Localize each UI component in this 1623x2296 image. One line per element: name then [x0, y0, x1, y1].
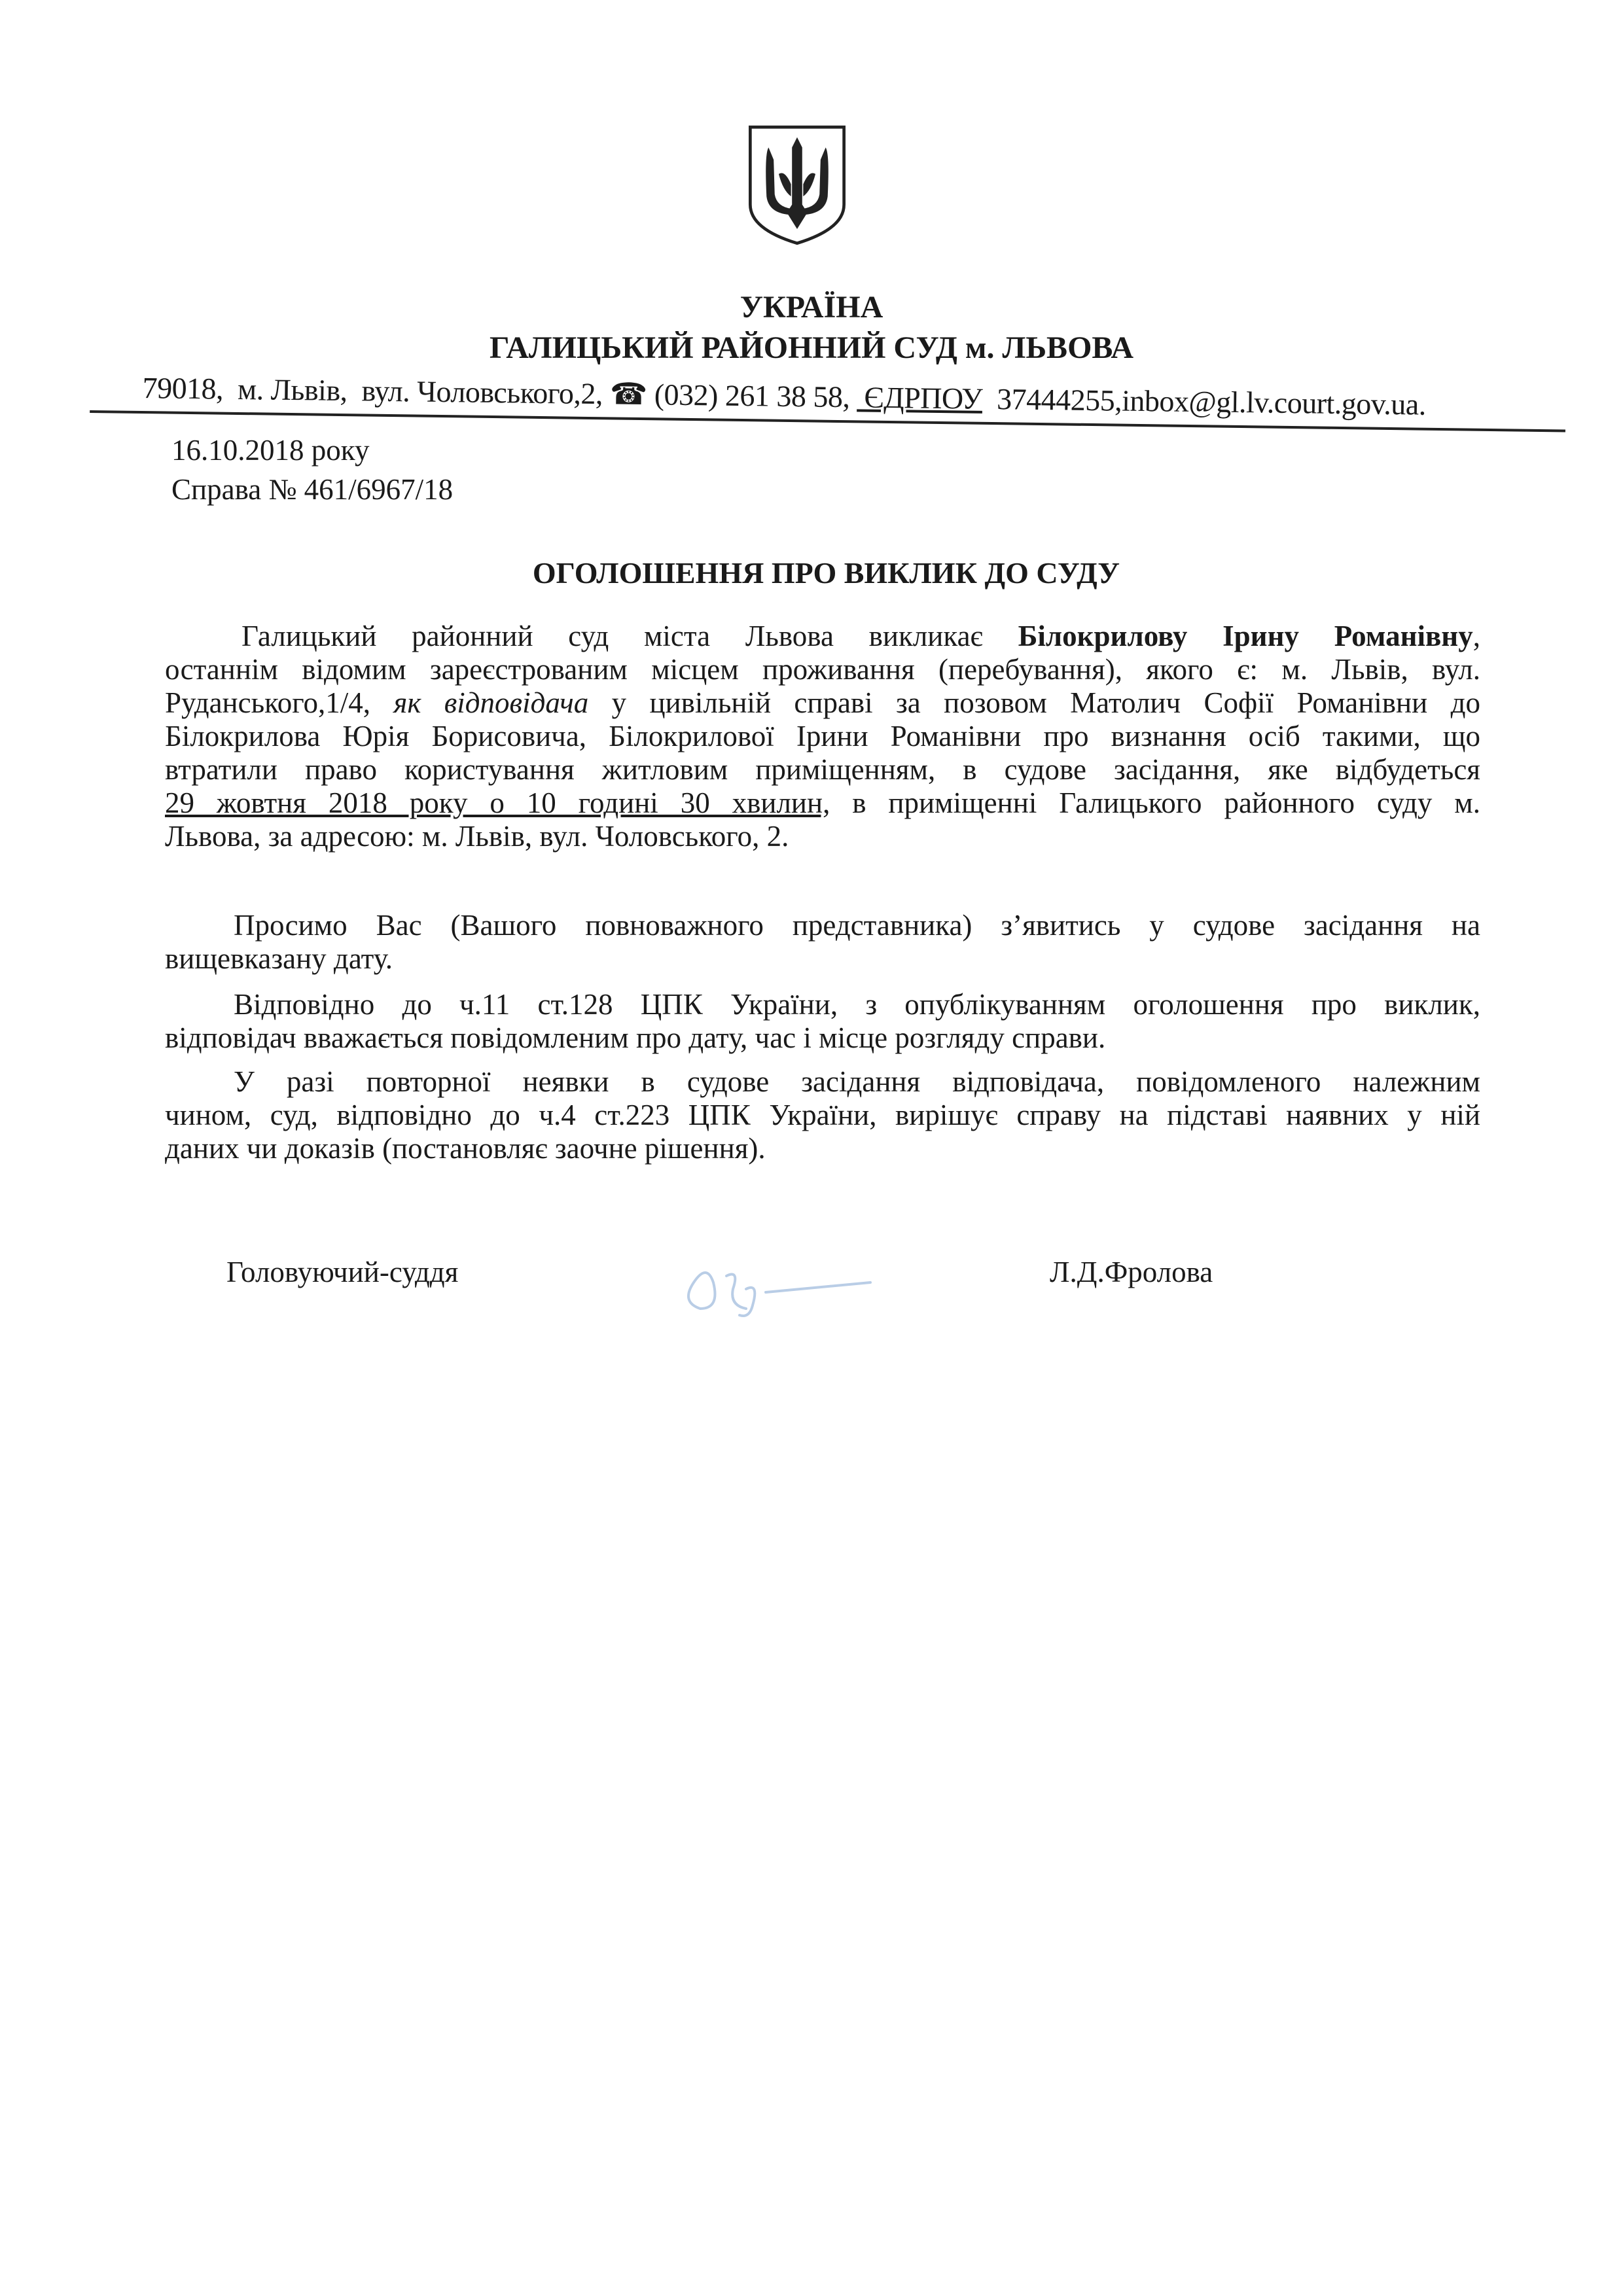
text-segment: Руданського,1/4, — [165, 686, 394, 719]
phone-icon: ☎ — [609, 377, 648, 412]
text-segment: вищевказану дату. — [165, 942, 393, 975]
case-number: Справа № 461/6967/18 — [171, 473, 454, 506]
text-line — [165, 988, 1480, 1021]
text-segment: даних чи доказів (постановляє заочне рішення). — [165, 1132, 766, 1165]
text-line — [165, 620, 1480, 653]
paragraph-consequence — [165, 1065, 1480, 1165]
text-line — [165, 786, 1480, 820]
text-segment: втратили право користування житловим приміщенням, в судове засідання, яке відбудеться — [165, 753, 1480, 786]
text-line — [165, 942, 1480, 976]
text-segment: Відповідно до ч.11 ст.128 ЦПК України, з опублікуванням оголошення про виклик, — [234, 988, 1480, 1021]
text-segment: Просимо Вас (Вашого повноважного представника) з’явитись у судове засідання на — [234, 909, 1480, 942]
ukraine-coat-of-arms-icon — [746, 123, 848, 247]
paragraph-request — [165, 909, 1480, 976]
paragraph-summons — [165, 620, 1480, 853]
edrpou-and-email: 37444255,inbox@gl.lv.court.gov.ua. — [982, 381, 1427, 421]
handwritten-signature — [668, 1243, 883, 1328]
text-segment: в приміщенні Галицького районного суду м. — [830, 786, 1480, 819]
text-segment: У разі повторної неявки в судове засідання відповідача, повідомленого належним — [234, 1065, 1480, 1098]
text-line — [165, 653, 1480, 686]
court-contact-line — [90, 370, 1566, 442]
judge-name: Л.Д.Фролова — [1050, 1256, 1213, 1288]
italic-text: як відповідача — [393, 686, 589, 719]
text-segment: Львова, за адресою: м. Львів, вул. Чоловського, 2. — [165, 820, 789, 853]
document-title: ОГОЛОШЕННЯ ПРО ВИКЛИК ДО СУДУ — [532, 556, 1120, 590]
text-segment: Галицький районний суд міста Львова викликає — [241, 620, 1018, 652]
court-phone: (032) 261 38 58, — [647, 378, 857, 414]
country-heading: УКРАЇНА — [740, 290, 883, 325]
edrpou-label: ЄДРПОУ — [857, 380, 983, 415]
paragraph-notice — [165, 988, 1480, 1055]
text-line — [165, 686, 1480, 720]
text-line — [165, 753, 1480, 786]
text-segment: чином, суд, відповідно до ч.4 ст.223 ЦПК України, вирішує справу на підставі наявних у ній — [165, 1099, 1480, 1131]
underlined-text: 29 жовтня 2018 року о 10 годині 30 хвилин, — [165, 786, 830, 819]
text-line — [165, 909, 1480, 942]
text-line — [165, 1099, 1480, 1132]
text-segment: Білокрилова Юрія Борисовича, Білокрилової Ірини Романівни про визнання осіб такими, що — [165, 720, 1480, 752]
text-line — [165, 720, 1480, 753]
document-date: 16.10.2018 року — [171, 434, 370, 467]
court-heading: ГАЛИЦЬКИЙ РАЙОННИЙ СУД м. ЛЬВОВА — [489, 330, 1134, 365]
text-segment: останнім відомим зареєстрованим місцем проживання (перебування), якого є: м. Львів, вул. — [165, 653, 1480, 686]
text-line — [165, 1132, 1480, 1165]
text-line — [165, 1021, 1480, 1055]
text-segment: , — [1472, 620, 1480, 652]
court-address: 79018, м. Львів, вул. Чоловського,2, — [142, 371, 611, 411]
text-segment: у цивільній справі за позовом Матолич Софії Романівни до — [588, 686, 1480, 719]
text-line — [165, 1065, 1480, 1099]
text-segment: відповідач вважається повідомленим про дату, час і місце розгляду справи. — [165, 1021, 1106, 1054]
bold-text: Білокрилову Ірину Романівну — [1018, 620, 1473, 652]
text-line — [165, 820, 1480, 853]
signature-role: Головуючий-суддя — [226, 1256, 459, 1288]
